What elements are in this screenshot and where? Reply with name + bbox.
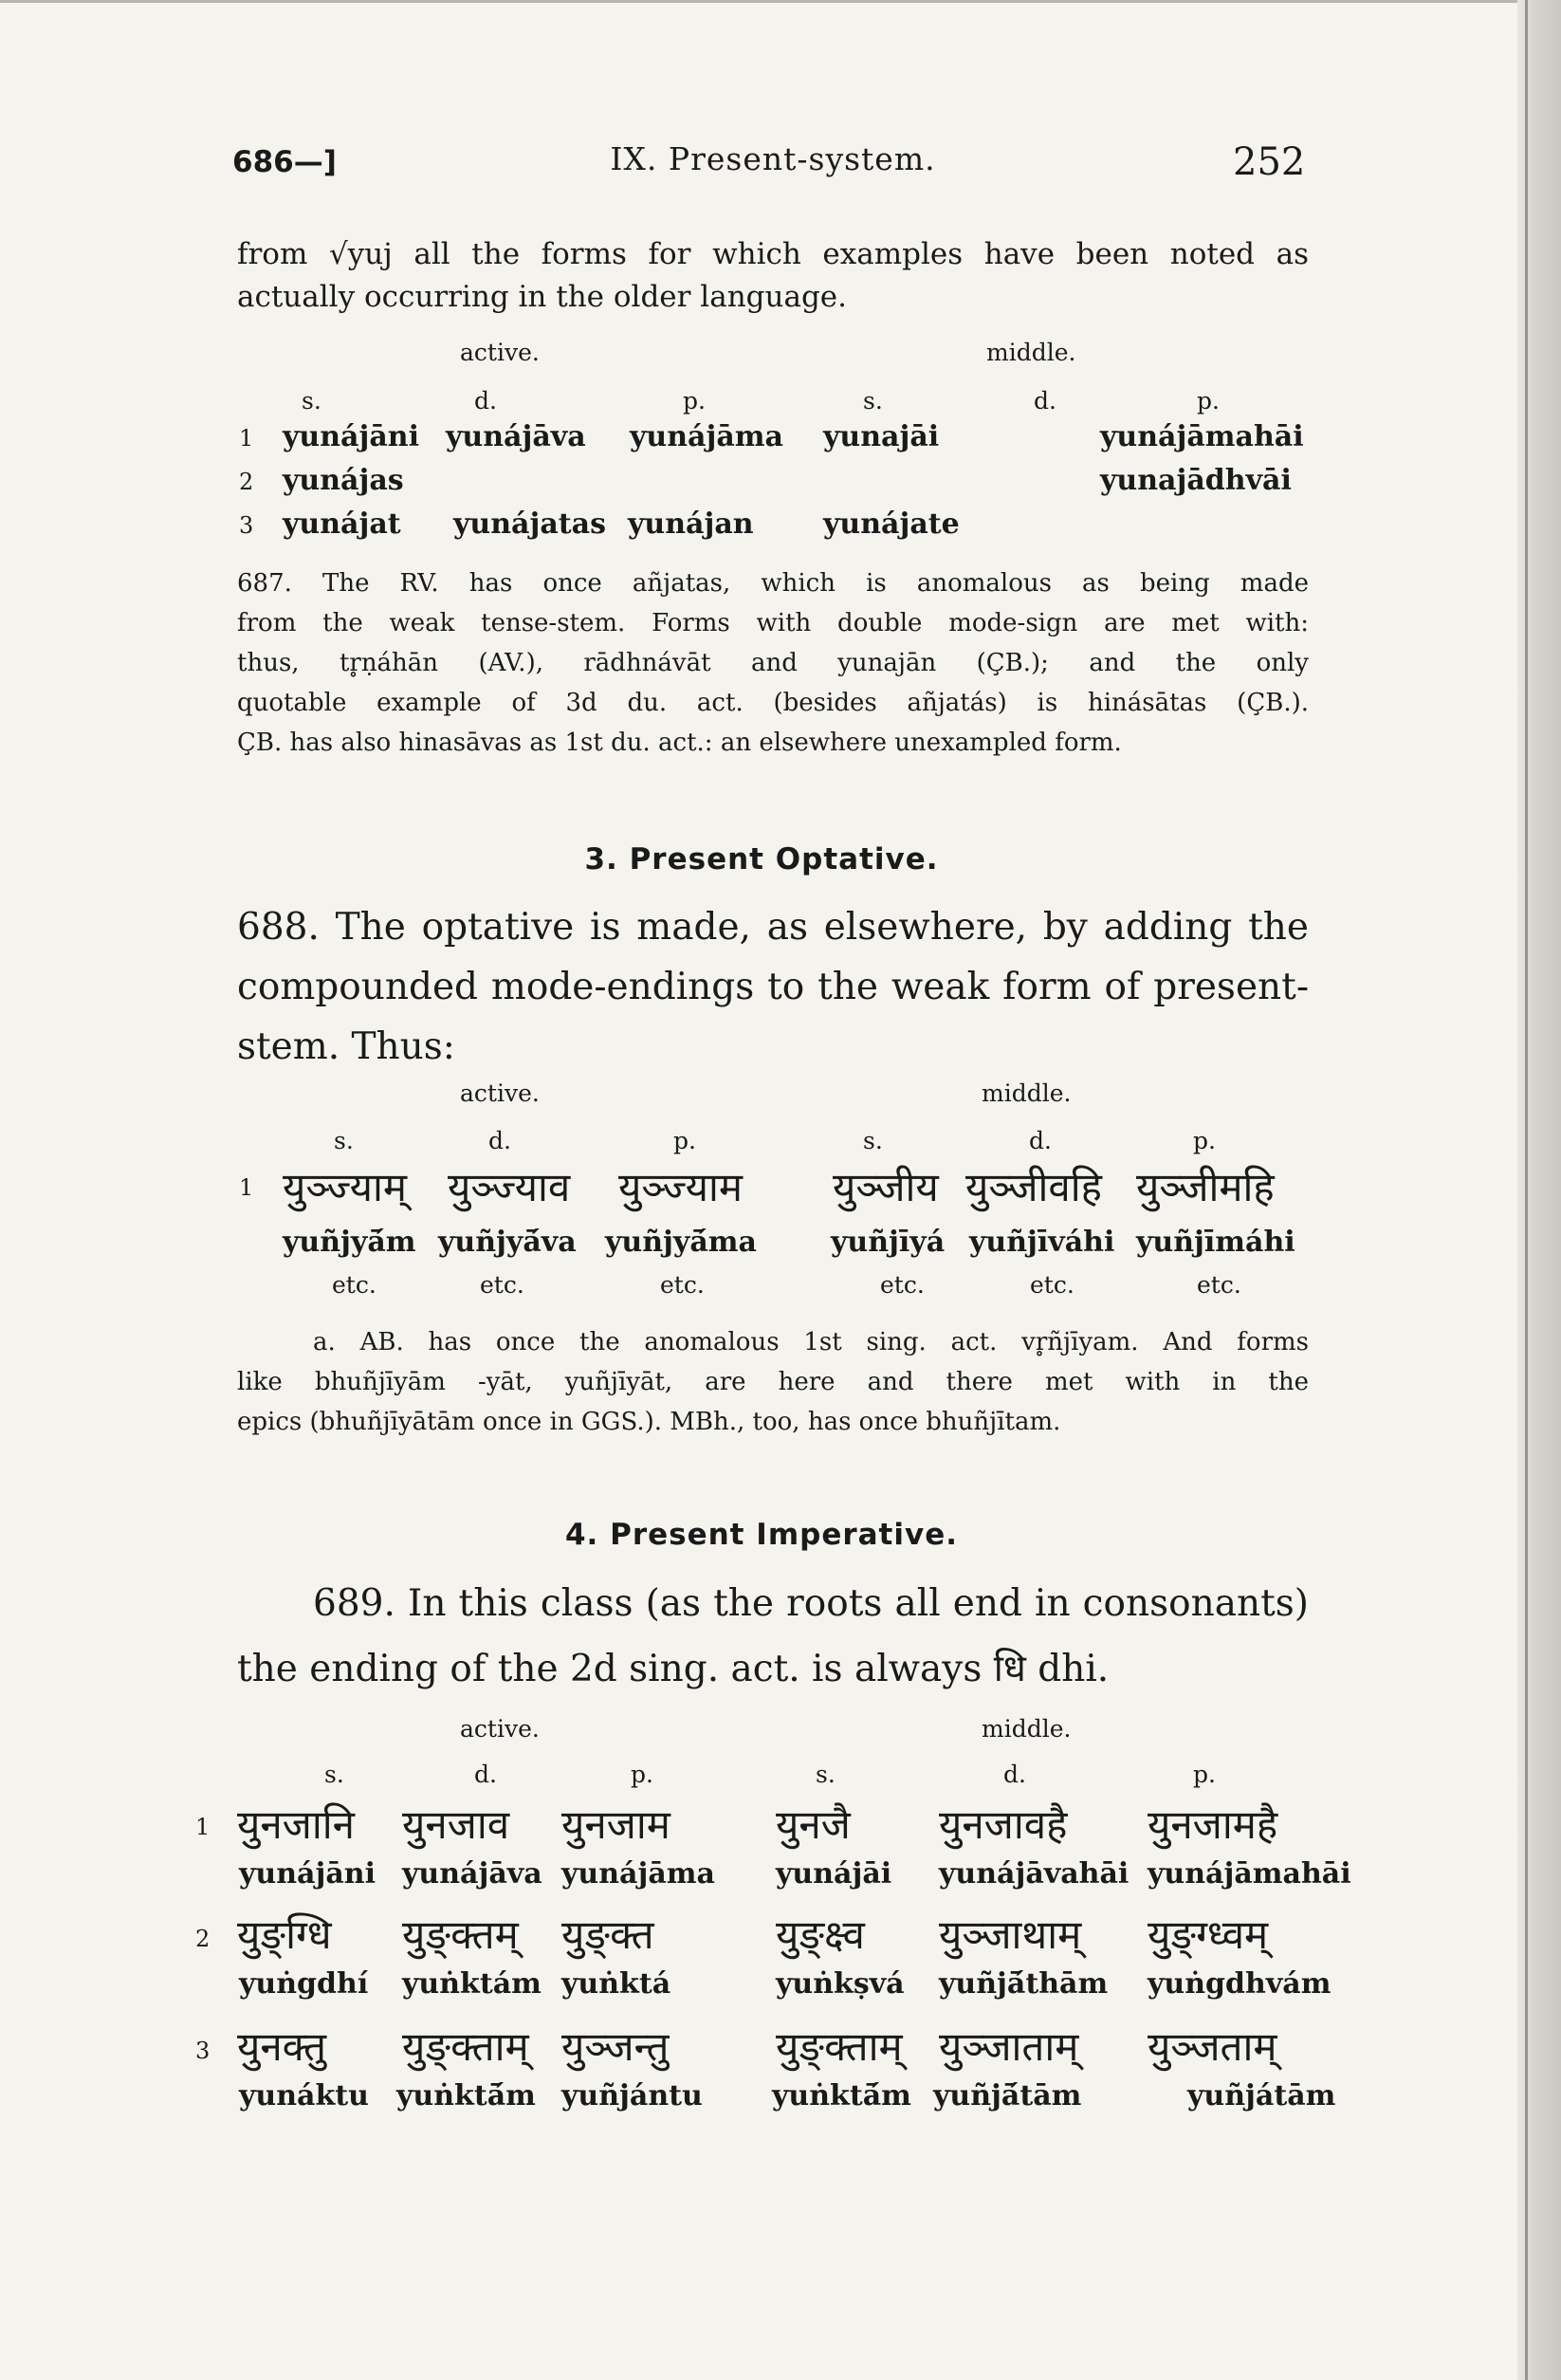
para687-line-4: quotable example of 3d du. act. (besides añjatás) is hinásātas (ÇB.). [237, 689, 1309, 717]
t3-num-d-mid: d. [1003, 1761, 1026, 1788]
t3-r2-translit-6: yuṅgdhvám [1148, 1967, 1331, 2001]
t3-r1-deva-5: युनजावहै [939, 1801, 1068, 1848]
t3-r1-translit-6: yunájāmahāi [1148, 1857, 1351, 1891]
para687-line-5: ÇB. has also hinasāvas as 1st du. act.: an elsewhere unexampled form. [237, 729, 1122, 757]
t3-r2-deva-5: युञ्जाथाम् [939, 1911, 1082, 1958]
para687-line-2: from the weak tense-stem. Forms with double mode-sign are met with: [237, 609, 1309, 637]
heading-present-optative: 3. Present Optative. [584, 842, 939, 876]
t2-etc-4: etc. [880, 1271, 925, 1299]
t1-num-s-mid: s. [863, 387, 883, 415]
t3-r1-translit-4: yunájāi [776, 1857, 892, 1891]
t2-deva-5: युञ्जीवहि [965, 1164, 1102, 1210]
t3-person-2: 2 [195, 1926, 211, 1952]
t1-r2-c6: yunajādhvāi [1100, 464, 1292, 497]
para689-line-1: 689. In this class (as the roots all end in consonants) [313, 1582, 1309, 1625]
t3-num-s-act: s. [324, 1761, 344, 1788]
t3-r2-translit-2: yuṅktám [402, 1967, 542, 2001]
t1-person-3: 3 [239, 512, 254, 539]
t1-r2-c1: yunájas [283, 464, 404, 497]
para688-line-2: compounded mode-endings to the weak form of present- [237, 966, 1309, 1008]
t2-voice-active: active. [460, 1079, 540, 1107]
t3-r3-deva-3: युञ्जन्तु [561, 2023, 670, 2070]
intro-line-2: actually occurring in the older language. [237, 280, 848, 314]
t2-deva-6: युञ्जीमहि [1136, 1164, 1275, 1210]
t2-deva-4: युञ्जीय [833, 1164, 939, 1210]
t2-num-d-mid: d. [1029, 1127, 1052, 1154]
t3-r3-translit-2: yuṅktā́m [396, 2079, 536, 2112]
t2-num-p-act: p. [673, 1127, 696, 1154]
t3-r1-deva-4: युनजै [776, 1801, 851, 1848]
t1-r3-c4: yunájate [823, 507, 960, 541]
t3-r3-deva-4: युङ्क्ताम् [776, 2023, 903, 2070]
para688-line-3: stem. Thus: [237, 1025, 455, 1068]
t3-r2-deva-1: युङ्ग्धि [237, 1911, 332, 1958]
t2-etc-5: etc. [1030, 1271, 1074, 1299]
t3-r3-deva-2: युङ्क्ताम् [402, 2023, 529, 2070]
t3-r1-deva-6: युनजामहै [1148, 1801, 1278, 1848]
t1-num-d-act: d. [474, 387, 497, 415]
t3-r1-deva-1: युनजानि [237, 1801, 355, 1848]
t3-r3-deva-5: युञ्जाताम् [939, 2023, 1079, 2070]
t3-r1-translit-3: yunájāma [561, 1857, 715, 1891]
t3-r2-deva-6: युङ्ग्ध्वम् [1148, 1911, 1269, 1958]
t1-voice-active: active. [460, 339, 540, 366]
t3-r2-translit-5: yuñjā́thām [939, 1967, 1109, 2001]
intro-line-1: from √yuj all the forms for which examples have been noted as [237, 237, 1309, 271]
t2-num-s-act: s. [334, 1127, 354, 1154]
t3-r3-translit-5: yuñjā́tām [933, 2079, 1082, 2112]
t2-deva-2: युञ्ज्याव [448, 1164, 571, 1210]
t3-r1-deva-3: युनजाम [561, 1801, 670, 1848]
t3-r2-deva-2: युङ्क्तम् [402, 1911, 519, 1958]
t2-deva-3: युञ्ज्याम [618, 1164, 743, 1210]
para687-line-1: 687. The RV. has once añjatas, which is anomalous as being made [237, 569, 1309, 598]
t1-num-p-act: p. [683, 387, 706, 415]
t3-r3-deva-1: युनक्तु [237, 2023, 327, 2070]
t3-r1-deva-2: युनजाव [402, 1801, 510, 1848]
para688a-line-1: a. AB. has once the anomalous 1st sing. act. vr̥ñjīyam. And forms [313, 1328, 1309, 1356]
heading-present-imperative: 4. Present Imperative. [564, 1518, 959, 1552]
scan-page-edge [1525, 0, 1528, 2380]
t1-r3-c3: yunájan [628, 507, 754, 541]
para688a-line-2: like bhuñjīyām -yāt, yuñjīyāt, are here and there met with in the [237, 1368, 1309, 1396]
t1-r1-c1: yunájāni [283, 420, 419, 453]
para689-line-2: the ending of the 2d sing. act. is always धि dhi. [237, 1648, 1110, 1690]
t2-translit-5: yuñjīváhi [969, 1226, 1115, 1259]
t2-translit-1: yuñjyā́m [283, 1226, 416, 1259]
t2-voice-middle: middle. [982, 1079, 1072, 1107]
t1-person-1: 1 [239, 425, 254, 452]
t2-etc-3: etc. [660, 1271, 705, 1299]
t2-translit-4: yuñjīyá [831, 1226, 946, 1259]
t1-r3-c2: yunájatas [453, 507, 606, 541]
t2-num-p-mid: p. [1193, 1127, 1216, 1154]
t3-r2-deva-4: युङ्क्ष्व [776, 1911, 865, 1958]
scan-right-margin [1517, 0, 1561, 2380]
t1-r1-c2: yunájāva [446, 420, 586, 453]
t3-num-s-mid: s. [816, 1761, 836, 1788]
t3-r3-translit-4: yuṅktā́m [772, 2079, 911, 2112]
para688-line-1: 688. The optative is made, as elsewhere, by adding the [237, 906, 1309, 949]
t1-num-p-mid: p. [1197, 387, 1220, 415]
t3-r3-translit-6: yuñjátām [1187, 2079, 1336, 2112]
t3-r2-translit-3: yuṅktá [561, 1967, 671, 2001]
t1-r1-c6: yunájāmahāi [1100, 420, 1304, 453]
t2-etc-1: etc. [332, 1271, 376, 1299]
section-reference: 686—] [232, 145, 337, 179]
t3-r2-translit-4: yuṅkṣvá [776, 1967, 905, 2001]
t3-voice-active: active. [460, 1715, 540, 1743]
t1-num-s-act: s. [302, 387, 321, 415]
t3-num-p-mid: p. [1193, 1761, 1216, 1788]
t3-num-d-act: d. [474, 1761, 497, 1788]
t3-voice-middle: middle. [982, 1715, 1072, 1743]
t2-num-d-act: d. [488, 1127, 511, 1154]
para687-line-3: thus, tr̥ṇáhān (AV.), rādhnávāt and yunajān (ÇB.); and the only [237, 649, 1309, 677]
t2-etc-6: etc. [1197, 1271, 1241, 1299]
running-title: IX. Present-system. [610, 140, 936, 177]
t3-r1-translit-5: yunájāvahāi [939, 1857, 1129, 1891]
t2-etc-2: etc. [480, 1271, 524, 1299]
para688a-line-3: epics (bhuñjīyātām once in GGS.). MBh., too, has once bhuñjītam. [237, 1408, 1061, 1436]
t3-person-1: 1 [195, 1814, 211, 1840]
t1-num-d-mid: d. [1034, 387, 1056, 415]
scan-top-edge [0, 0, 1517, 3]
t3-r3-deva-6: युञ्जताम् [1148, 2023, 1277, 2070]
t3-r1-translit-2: yunájāva [402, 1857, 542, 1891]
t2-num-s-mid: s. [863, 1127, 883, 1154]
t1-voice-middle: middle. [986, 339, 1076, 366]
t1-person-2: 2 [239, 469, 254, 495]
t2-translit-2: yuñjyā́va [438, 1226, 577, 1259]
t3-r2-translit-1: yuṅgdhí [239, 1967, 369, 2001]
t2-deva-1: युञ्ज्याम् [283, 1164, 407, 1210]
t1-r3-c1: yunájat [283, 507, 401, 541]
t2-translit-6: yuñjīmáhi [1136, 1226, 1295, 1259]
page-number: 252 [1233, 140, 1306, 184]
t1-r1-c4: yunajāi [823, 420, 940, 453]
t1-r1-c3: yunájāma [630, 420, 783, 453]
t3-r1-translit-1: yunájāni [239, 1857, 376, 1891]
t2-person-1: 1 [239, 1174, 254, 1201]
t3-r3-translit-1: yunáktu [239, 2079, 369, 2112]
t3-person-3: 3 [195, 2038, 211, 2064]
t3-r2-deva-3: युङ्क्त [561, 1911, 654, 1958]
t2-translit-3: yuñjyā́ma [605, 1226, 757, 1259]
t3-num-p-act: p. [631, 1761, 653, 1788]
t3-r3-translit-3: yuñjántu [561, 2079, 703, 2112]
